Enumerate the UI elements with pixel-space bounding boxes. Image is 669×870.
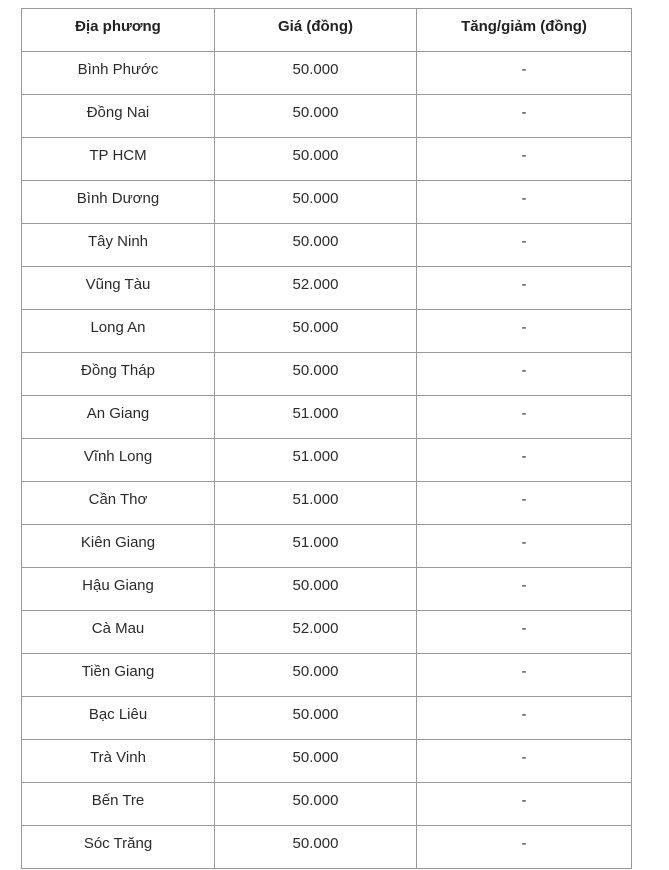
header-price: Giá (đồng) — [215, 9, 417, 52]
location-cell: Cần Thơ — [22, 482, 215, 525]
price-cell: 50.000 — [215, 740, 417, 783]
price-cell: 51.000 — [215, 396, 417, 439]
table-header — [22, 9, 632, 52]
price-cell: 50.000 — [215, 310, 417, 353]
change-cell: - — [417, 439, 632, 482]
location-cell: Hậu Giang — [22, 568, 215, 611]
header-location: Địa phương — [22, 9, 215, 52]
change-cell: - — [417, 568, 632, 611]
location-cell: Cà Mau — [22, 611, 215, 654]
table-row — [22, 654, 632, 697]
table-row — [22, 826, 632, 869]
change-cell: - — [417, 525, 632, 568]
location-cell: Vĩnh Long — [22, 439, 215, 482]
change-cell: - — [417, 95, 632, 138]
table-row — [22, 267, 632, 310]
table-row — [22, 697, 632, 740]
location-cell: Bình Phước — [22, 52, 215, 95]
change-cell: - — [417, 482, 632, 525]
table-row — [22, 611, 632, 654]
change-cell: - — [417, 611, 632, 654]
price-cell: 50.000 — [215, 95, 417, 138]
price-cell: 50.000 — [215, 224, 417, 267]
price-cell: 50.000 — [215, 783, 417, 826]
table-row — [22, 740, 632, 783]
table-row — [22, 439, 632, 482]
change-cell: - — [417, 697, 632, 740]
price-cell: 50.000 — [215, 568, 417, 611]
table-row — [22, 181, 632, 224]
price-cell: 52.000 — [215, 267, 417, 310]
table-row — [22, 353, 632, 396]
price-cell: 51.000 — [215, 439, 417, 482]
location-cell: An Giang — [22, 396, 215, 439]
change-cell: - — [417, 52, 632, 95]
table-row — [22, 224, 632, 267]
table-row — [22, 568, 632, 611]
change-cell: - — [417, 783, 632, 826]
change-cell: - — [417, 353, 632, 396]
price-cell: 50.000 — [215, 52, 417, 95]
location-cell: Bạc Liêu — [22, 697, 215, 740]
price-table — [21, 8, 632, 869]
change-cell: - — [417, 826, 632, 869]
price-cell: 51.000 — [215, 525, 417, 568]
price-cell: 50.000 — [215, 826, 417, 869]
table-row — [22, 138, 632, 181]
change-cell: - — [417, 267, 632, 310]
header-change: Tăng/giảm (đồng) — [417, 9, 632, 52]
change-cell: - — [417, 138, 632, 181]
header-row — [22, 9, 632, 52]
change-cell: - — [417, 740, 632, 783]
location-cell: Tiền Giang — [22, 654, 215, 697]
location-cell: Tây Ninh — [22, 224, 215, 267]
price-cell: 52.000 — [215, 611, 417, 654]
change-cell: - — [417, 224, 632, 267]
change-cell: - — [417, 310, 632, 353]
location-cell: Long An — [22, 310, 215, 353]
change-cell: - — [417, 181, 632, 224]
table-row — [22, 482, 632, 525]
location-cell: Trà Vinh — [22, 740, 215, 783]
price-cell: 50.000 — [215, 654, 417, 697]
location-cell: Bến Tre — [22, 783, 215, 826]
price-cell: 50.000 — [215, 138, 417, 181]
table-body — [22, 52, 632, 869]
location-cell: Sóc Trăng — [22, 826, 215, 869]
table-row — [22, 783, 632, 826]
location-cell: Bình Dương — [22, 181, 215, 224]
location-cell: Vũng Tàu — [22, 267, 215, 310]
price-cell: 50.000 — [215, 353, 417, 396]
location-cell: Đồng Nai — [22, 95, 215, 138]
table-row — [22, 525, 632, 568]
price-cell: 50.000 — [215, 697, 417, 740]
location-cell: Kiên Giang — [22, 525, 215, 568]
table-row — [22, 310, 632, 353]
change-cell: - — [417, 654, 632, 697]
location-cell: Đồng Tháp — [22, 353, 215, 396]
table-row — [22, 95, 632, 138]
price-cell: 51.000 — [215, 482, 417, 525]
change-cell: - — [417, 396, 632, 439]
table-row — [22, 52, 632, 95]
location-cell: TP HCM — [22, 138, 215, 181]
table-row — [22, 396, 632, 439]
price-cell: 50.000 — [215, 181, 417, 224]
